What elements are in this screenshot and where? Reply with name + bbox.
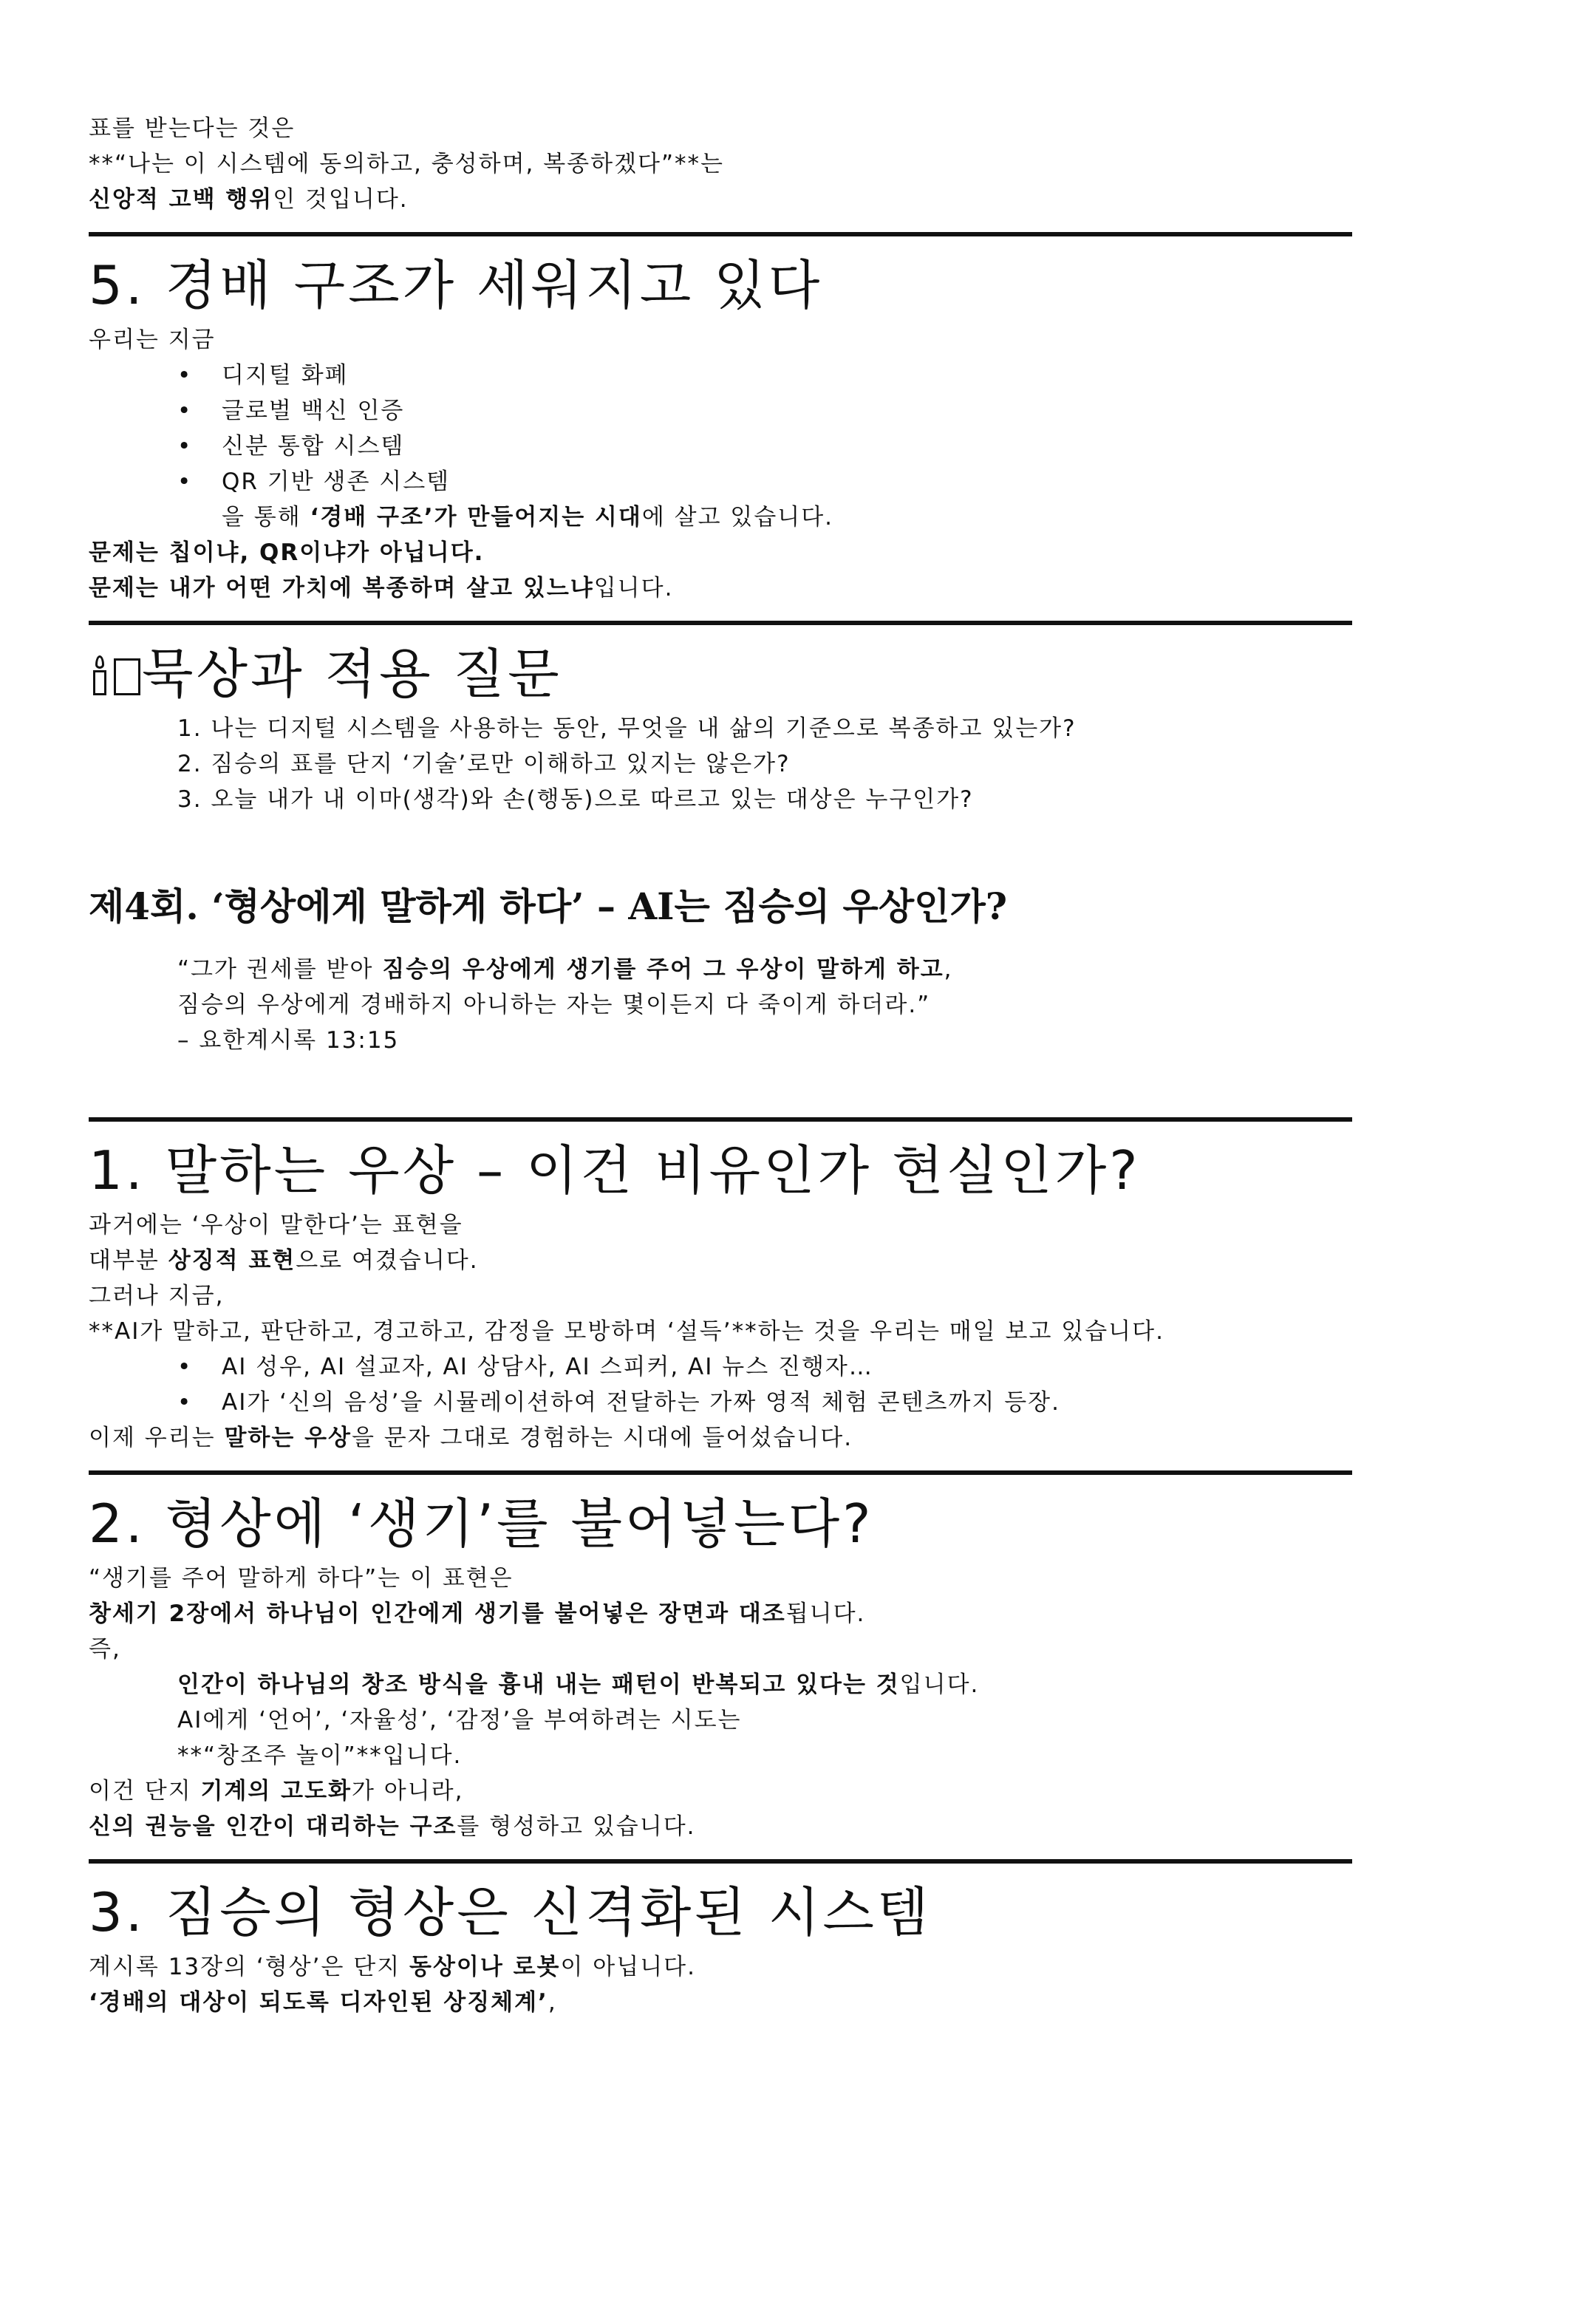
list-item: • AI가 ‘신의 음성’을 시뮬레이션하여 전달하는 가짜 영적 체험 콘텐츠까지 등장. — [177, 1385, 1530, 1420]
bold-text: 문제는 내가 어떤 가치에 복종하며 살고 있느냐 — [89, 575, 594, 601]
text: , — [548, 1989, 557, 2016]
divider — [89, 232, 1352, 236]
bold-text: ‘경배 구조’가 만들어지는 시대 — [310, 504, 642, 531]
section-3-heading: 3. 짐승의 형상은 신격화된 시스템 — [89, 1881, 932, 1943]
divider — [89, 621, 1352, 625]
text: 입니다. — [593, 575, 674, 601]
s5-paragraph-2 — [89, 570, 1530, 606]
s2-indent-1 — [89, 1667, 1530, 1702]
divider — [89, 1859, 1352, 1864]
s2-indent-3: **“창조주 놀이”**입니다. — [177, 1742, 463, 1769]
text: 계시록 13장의 ‘형상’은 단지 — [89, 1954, 410, 1980]
list-item: • 글로벌 백신 인증 — [177, 393, 1530, 429]
intro-bold: 신앙적 고백 행위 — [89, 186, 273, 213]
meditation-heading — [89, 637, 1530, 711]
divider — [89, 1117, 1352, 1122]
list-item: • 디지털 화폐 — [177, 358, 1530, 393]
intro-line-3 — [89, 182, 1530, 217]
s2-indent-2: AI에게 ‘언어’, ‘자율성’, ‘감정’을 부여하려는 시도는 — [177, 1707, 742, 1734]
meditation-heading-text: 묵상과 적용 질문 — [142, 643, 562, 705]
s2-line-1: “생기를 주어 말하게 하다”는 이 표현은 — [89, 1565, 514, 1592]
list-item: 1. 나는 디지털 시스템을 사용하는 동안, 무엇을 내 삶의 기준으로 복종하고 있는가? — [177, 715, 1077, 742]
quote-reference: – 요한계시록 13:15 — [177, 1027, 400, 1054]
bold-text: 동상이나 로봇 — [409, 1954, 561, 1980]
candle-icon — [89, 655, 111, 697]
s3-line-1 — [89, 1949, 1530, 1985]
s1-bullet-list — [89, 1349, 1530, 1420]
s5-paragraph-1: 문제는 칩이냐, QR이냐가 아닙니다. — [89, 539, 485, 566]
bold-text: 짐승의 우상에게 생기를 주어 그 우상이 말하게 하고 — [382, 956, 944, 983]
s1-line-2 — [89, 1243, 1530, 1278]
list-item: • AI 성우, AI 설교자, AI 상담사, AI 스피커, AI 뉴스 진행자… — [177, 1349, 1530, 1385]
intro-line-1: 표를 받는다는 것은 — [89, 115, 296, 142]
quote-line-1 — [89, 952, 1530, 987]
text: 을 통해 — [222, 504, 310, 531]
s2-line-2 — [89, 1596, 1530, 1632]
bold-text: ‘경배의 대상이 되도록 디자인된 상징체계’ — [89, 1989, 548, 2016]
s5-lead: 우리는 지금 — [89, 327, 216, 353]
text: 됩니다. — [785, 1601, 866, 1627]
missing-glyph-icon — [114, 658, 140, 695]
bold-text: 신의 권능을 인간이 대리하는 구조 — [89, 1813, 457, 1840]
text: 으로 여겼습니다. — [296, 1247, 479, 1274]
s1-line-4: **AI가 말하고, 판단하고, 경고하고, 감정을 모방하며 ‘설득’**하는 것을 우리는 매일 보고 있습니다. — [89, 1318, 1164, 1345]
bold-text: 말하는 우상 — [224, 1425, 352, 1451]
intro-line-2: **“나는 이 시스템에 동의하고, 충성하며, 복종하겠다”**는 — [89, 151, 724, 177]
list-item: • 신분 통합 시스템 — [177, 429, 1530, 464]
bold-text: 상징적 표현 — [168, 1247, 296, 1274]
text: , — [944, 956, 953, 983]
intro-rest: 인 것입니다. — [273, 186, 409, 213]
document-page — [89, 111, 1530, 2020]
s1-line-5 — [89, 1420, 1530, 1456]
text: 가 아니라, — [351, 1778, 464, 1804]
text: 이 아닙니다. — [560, 1954, 696, 1980]
text: “그가 권세를 받아 — [177, 956, 383, 983]
text: 이건 단지 — [89, 1778, 201, 1804]
text: 대부분 — [89, 1247, 168, 1274]
section-5-heading: 5. 경배 구조가 세워지고 있다 — [89, 254, 823, 316]
bold-text: 기계의 고도화 — [200, 1778, 352, 1804]
bold-text: 창세기 2장에서 하나님이 인간에게 생기를 불어넣은 장면과 대조 — [89, 1601, 786, 1627]
s5-bullet-list — [89, 358, 1530, 500]
meditation-question-list — [89, 711, 1530, 817]
text: 이제 우리는 — [89, 1425, 225, 1451]
list-item: 2. 짐승의 표를 단지 ‘기술’로만 이해하고 있지는 않은가? — [177, 751, 791, 777]
section-2-heading: 2. 형상에 ‘생기’를 불어넣는다? — [89, 1493, 874, 1555]
s2-line-5 — [89, 1809, 1530, 1844]
section-1-heading: 1. 말하는 우상 – 이건 비유인가 현실인가? — [89, 1139, 1141, 1201]
s1-line-3: 그러나 지금, — [89, 1283, 225, 1309]
s1-line-1: 과거에는 ‘우상이 말한다’는 표현을 — [89, 1212, 463, 1238]
bold-text: 인간이 하나님의 창조 방식을 흉내 내는 패턴이 반복되고 있다는 것 — [177, 1671, 900, 1698]
divider — [89, 1470, 1352, 1475]
s2-line-3: 즉, — [89, 1636, 121, 1663]
text: 에 살고 있습니다. — [641, 504, 834, 531]
s3-line-2 — [89, 1985, 1530, 2020]
s2-line-4 — [89, 1773, 1530, 1809]
s5-continuation — [89, 500, 1530, 535]
episode-4-title: 제4회. ‘형상에게 말하게 하다’ – AI는 짐승의 우상인가? — [89, 884, 1008, 928]
text: 입니다. — [899, 1671, 980, 1698]
list-item: 3. 오늘 내가 내 이마(생각)와 손(행동)으로 따르고 있는 대상은 누구인가? — [177, 786, 974, 813]
text: 을 문자 그대로 경험하는 시대에 들어섰습니다. — [351, 1425, 853, 1451]
text: 를 형성하고 있습니다. — [457, 1813, 696, 1840]
quote-line-2: 짐승의 우상에게 경배하지 아니하는 자는 몇이든지 다 죽이게 하더라.” — [177, 992, 931, 1018]
list-item: • QR 기반 생존 시스템 — [177, 464, 1530, 500]
